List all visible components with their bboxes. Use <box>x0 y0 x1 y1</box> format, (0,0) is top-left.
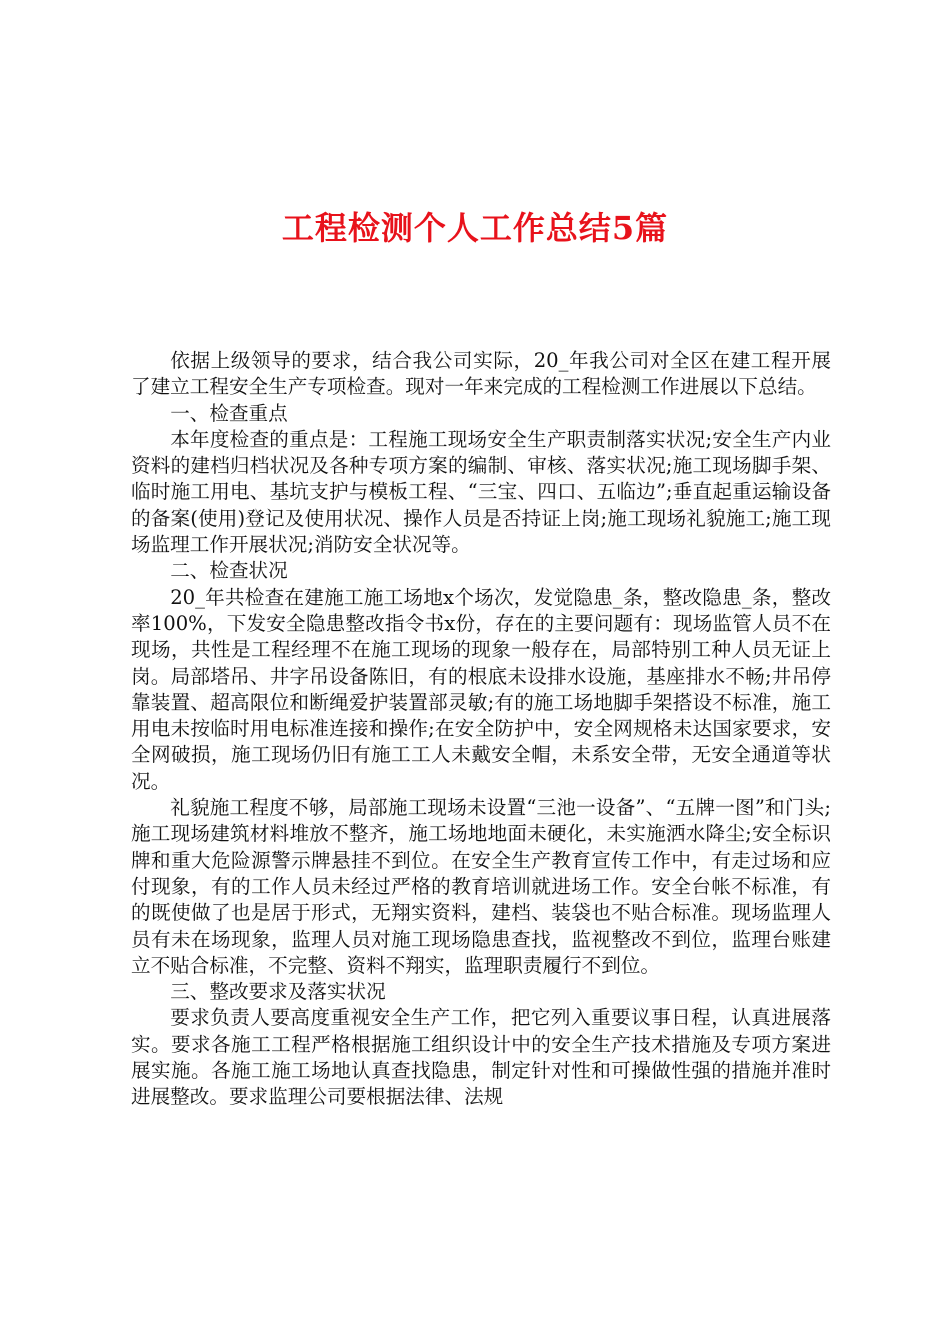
paragraph-intro: 依据上级领导的要求，结合我公司实际，20_年我公司对全区在建工程开展了建立工程安全生产专项检查。现对一年来完成的工程检测工作进展以下总结。 <box>131 349 831 399</box>
paragraph-civilized-construction: 礼貌施工程度不够，局部施工现场未设置“三池一设备”、“五牌一图”和门头;施工现场建筑材料堆放不整齐，施工场地地面未硬化，未实施洒水降尘;安全标识牌和重大危险源警示牌悬挂不到位。在安全生产教育宣传工作中，有走过场和应付现象，有的工作人员未经过严格的教育培训就进场工作。安全台帐不标准，有的既使做了也是居于形式，无翔实资料，建档、装袋也不贴合标准。现场监理人员有未在场现象，监理人员对施工现场隐患查找，监视整改不到位，监理台账建立不贴合标准，不完整、资料不翔实，监理职责履行不到位。 <box>131 796 831 977</box>
section-heading-inspection-status: 二、检查状况 <box>170 559 288 583</box>
section-heading-inspection-focus: 一、检查重点 <box>170 401 288 425</box>
document-title: 工程检测个人工作总结5篇 <box>281 209 669 247</box>
paragraph-inspection-status: 20_年共检查在建施工施工场地x个场次，发觉隐患_条，整改隐患_条，整改率100%，下发安全隐患整改指令书x份，存在的主要问题有：现场监管人员不在现场，共性是工程经理不在施工现场的现象一般存在，局部特别工种人员无证上岗。局部塔吊、井字吊设备陈旧，有的根底未设排水设施，基座排水不畅;井吊停靠装置、超高限位和断绳爱护装置部灵敏;有的施工场地脚手架搭设不标准，施工用电未按临时用电标准连接和操作;在安全防护中，安全网规格未达国家要求，安全网破损，施工现场仍旧有施工工人未戴安全帽，未系安全带，无安全通道等状况。 <box>131 585 831 793</box>
document-body <box>131 348 831 1111</box>
section-heading-rectification: 三、整改要求及落实状况 <box>170 980 386 1004</box>
paragraph-inspection-focus: 本年度检查的重点是：工程施工现场安全生产职责制落实状况;安全生产内业资料的建档归档状况及各种专项方案的编制、审核、落实状况;施工现场脚手架、临时施工用电、基坑支护与模板工程、“三宝、四口、五临边”;垂直起重运输设备的备案(使用)登记及使用状况、操作人员是否持证上岗;施工现场礼貌施工;施工现场监理工作开展状况;消防安全状况等。 <box>131 427 831 557</box>
paragraph-rectification: 要求负责人要高度重视安全生产工作，把它列入重要议事日程，认真进展落实。要求各施工工程严格根据施工组织设计中的安全生产技术措施及专项方案进展实施。各施工施工场地认真查找隐患，制定针对性和可操做性强的措施并准时进展整改。要求监理公司要根据法律、法规 <box>131 1006 831 1109</box>
